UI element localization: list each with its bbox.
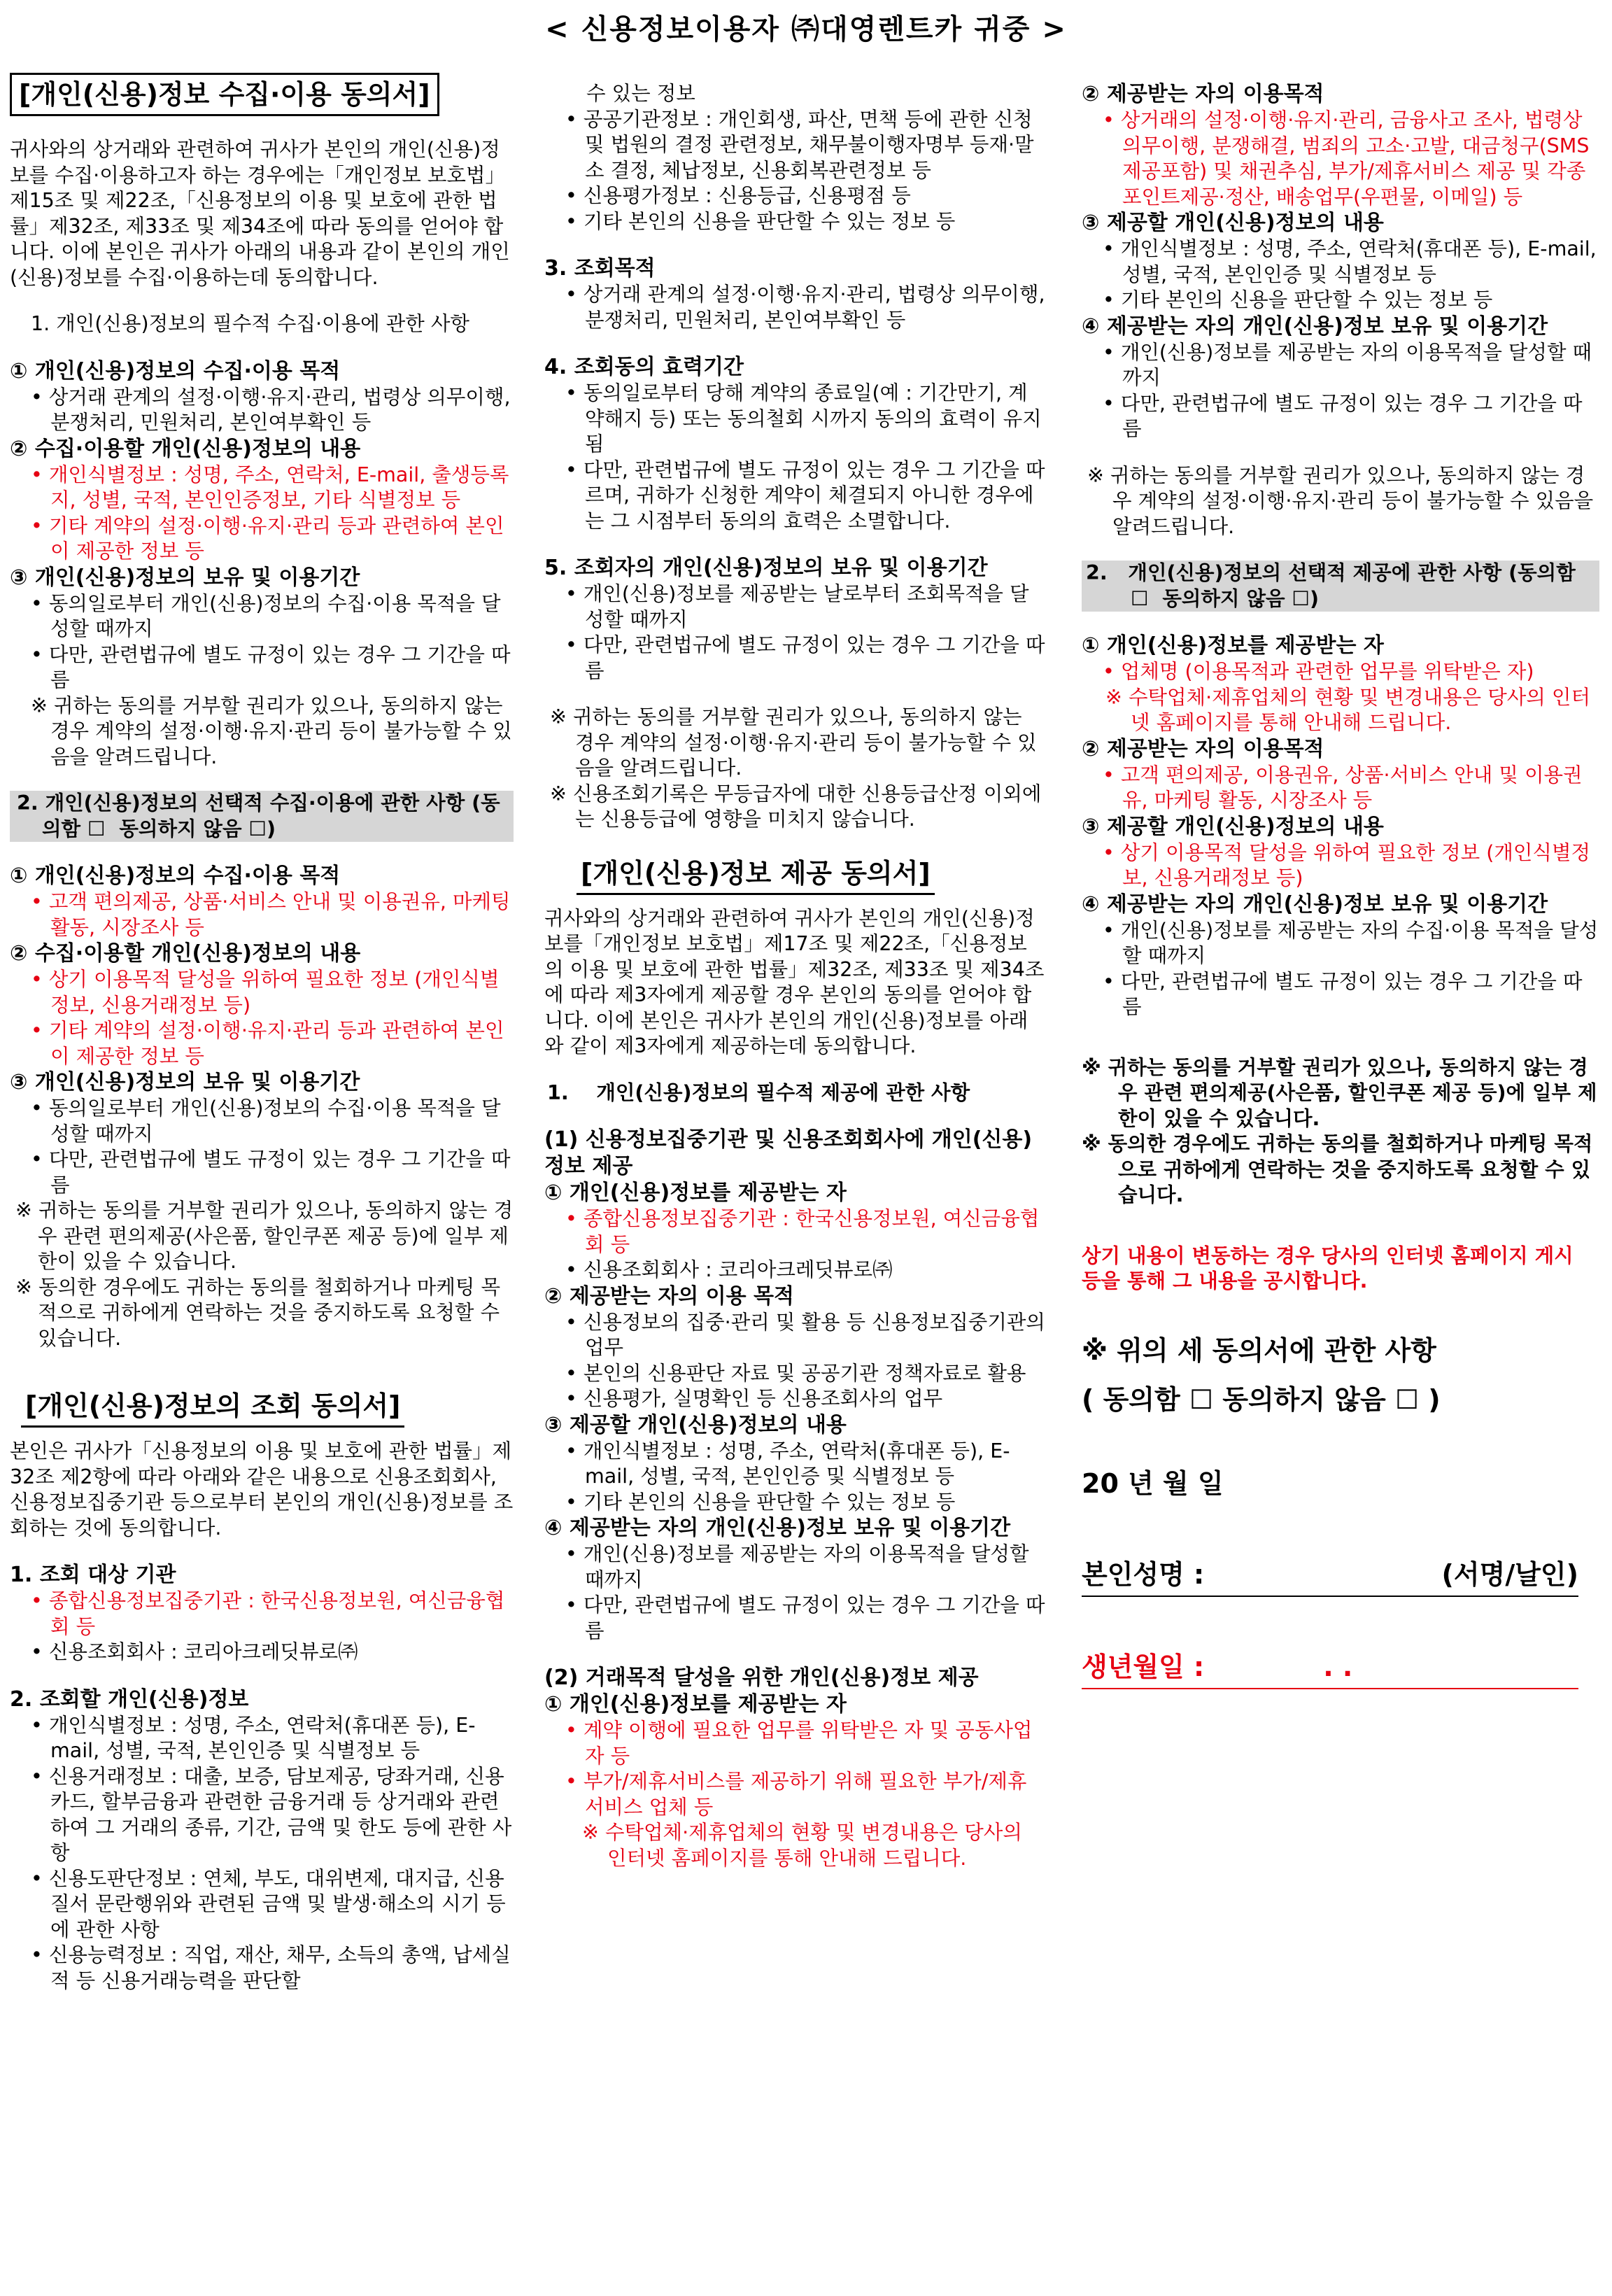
inquirer-retention-heading: 5. 조회자의 개인(신용)정보의 보유 및 이용기간 [544, 556, 988, 580]
column-left [10, 73, 517, 1994]
provision-purpose-bullet-2: • 본인의 신용판단 자료 및 공공기관 정책자료로 활용 [565, 1361, 1026, 1385]
transaction-recipient-bullet-1: • 계약 이행에 필요한 업무를 위탁받은 자 및 공동사업자 등 [565, 1719, 1033, 1768]
provision-retention-bullet-1: • 개인(신용)정보를 제공받는 자의 이용목적을 달성할 때까지 [565, 1542, 1035, 1591]
content-bullet-1: • 개인식별정보 : 성명, 주소, 연락처, E-mail, 출생등록지, 성별, 국적, 본인인증정보, 기타 식별정보 등 [31, 463, 509, 512]
inquiry-target-heading: 1. 조회 대상 기관 [10, 1563, 176, 1587]
optional-provision-note-1: ※ 귀하는 동의를 거부할 권리가 있으나, 동의하지 않는 경우 관련 편의제공(사은품, 할인쿠폰 제공 등)에 일부 제한이 있을 수 있습니다. [1082, 1055, 1597, 1130]
optional-provision-retention-heading: ④ 제공받는 자의 개인(신용)정보 보유 및 이용기간 [1082, 892, 1548, 917]
inquiry-purpose-bullet: • 상거래 관계의 설정·이행·유지·관리, 법령상 의무이행, 분쟁처리, 민원처리, 본인여부확인 등 [565, 283, 1052, 332]
provision-content-bullet-2: • 기타 본인의 신용을 판단할 수 있는 정보 등 [565, 1490, 956, 1514]
provision-recipient-heading: ① 개인(신용)정보를 제공받는 자 [544, 1181, 847, 1205]
optional-content-bullet-2: • 기타 계약의 설정·이행·유지·관리 등과 관련하여 본인이 제공한 정보 등 [31, 1019, 504, 1068]
optional-purpose-heading: ① 개인(신용)정보의 수집·이용 목적 [10, 864, 341, 888]
optional-note-2: ※ 동의한 경우에도 귀하는 동의를 철회하거나 마케팅 목적으로 귀하에게 연락하는 것을 중지하도록 요청할 수 있습니다. [15, 1275, 507, 1350]
birthdate-label: 생년월일 : [1082, 1651, 1205, 1682]
transaction-content-bullet-1: • 개인식별정보 : 성명, 주소, 연락처(휴대폰 등), E-mail, 성별, 국적, 본인인증 및 식별정보 등 [1103, 237, 1603, 286]
column-middle [544, 81, 1052, 1871]
optional-recipient-heading: ① 개인(신용)정보를 제공받는 자 [1082, 633, 1384, 658]
purpose-heading: ① 개인(신용)정보의 수집·이용 목적 [10, 358, 341, 383]
retention-bullet-2: • 다만, 관련법규에 별도 규정이 있는 경우 그 기간을 따름 [31, 642, 511, 691]
inquiry-target-bullet-2: • 신용조회회사 : 코리아크레딧뷰로㈜ [31, 1640, 358, 1663]
required-collection-heading: 1. 개인(신용)정보의 필수적 수집·이용에 관한 사항 [31, 312, 469, 335]
retention-heading: ③ 개인(신용)정보의 보유 및 이용기간 [10, 565, 360, 590]
optional-provision-purpose-bullet: • 고객 편의제공, 이용권유, 상품·서비스 안내 및 이용권유, 마케팅 활동, 시장조사 등 [1103, 763, 1583, 812]
inquiry-info-heading: 2. 조회할 개인(신용)정보 [10, 1686, 249, 1712]
content-bullet-2: • 기타 계약의 설정·이행·유지·관리 등과 관련하여 본인이 제공한 정보 등 [31, 514, 504, 563]
transaction-content-heading: ③ 제공할 개인(신용)정보의 내용 [1082, 211, 1384, 235]
provision-recipient-bullet-1: • 종합신용정보집중기관 : 한국신용정보원, 여신금융협회 등 [565, 1207, 1040, 1256]
optional-note-1: ※ 귀하는 동의를 거부할 권리가 있으나, 동의하지 않는 경우 관련 편의제공(사은품, 할인쿠폰 제공 등)에 일부 제한이 있을 수 있습니다. [15, 1199, 514, 1273]
provision-group-2-heading: (2) 거래목적 달성을 위한 개인(신용)정보 제공 [544, 1665, 979, 1690]
transaction-refusal-note: ※ 귀하는 동의를 거부할 권리가 있으나, 동의하지 않는 경우 계약의 설정·이행·유지·관리 등이 불가능할 수 있음을 알려드립니다. [1087, 463, 1600, 538]
column-right [1082, 81, 1603, 1689]
optional-collection-heading: 2. 개인(신용)정보의 선택적 수집·이용에 관한 사항 (동의함 ☐ 동의하지 않음 ☐) [10, 791, 514, 842]
transaction-purpose-bullet: • 상거래의 설정·이행·유지·관리, 금융사고 조사, 법령상 의무이행, 분쟁해결, 범죄의 고소·고발, 대금청구(SMS제공포함) 및 채권추심, 부가/제휴서비스 제공 및 각종 포인트제공·정산, 배송업무(우편물, 이메일) 등 [1103, 108, 1592, 209]
optional-retention-heading: ③ 개인(신용)정보의 보유 및 이용기간 [10, 1070, 360, 1094]
inquiry-record-note: ※ 신용조회기록은 무등급자에 대한 신용등급산정 이외에는 신용등급에 영향을 미치지 않습니다. [550, 782, 1042, 831]
optional-provision-content-heading: ③ 제공할 개인(신용)정보의 내용 [1082, 814, 1384, 839]
signature-date[interactable]: 20 년 월 일 [1082, 1467, 1224, 1499]
inquiry-refusal-note: ※ 귀하는 동의를 거부할 권리가 있으나, 동의하지 않는 경우 계약의 설정·이행·유지·관리 등이 불가능할 수 있음을 알려드립니다. [550, 705, 1037, 780]
transaction-content-bullet-2: • 기타 본인의 신용을 판단할 수 있는 정보 등 [1103, 288, 1493, 311]
page-title: < 신용정보이용자 ㈜대영렌트카 귀중 > [545, 13, 1067, 45]
transaction-retention-bullet-1: • 개인(신용)정보를 제공받는 자의 이용목적을 달성할 때까지 [1103, 340, 1592, 389]
inquiry-info-continued: 수 있는 정보 [586, 82, 695, 105]
change-notice: 상기 내용이 변동하는 경우 당사의 인터넷 홈페이지 게시 등을 통해 그 내용을 공시합니다. [1082, 1244, 1581, 1293]
provision-content-heading: ③ 제공할 개인(신용)정보의 내용 [544, 1412, 847, 1437]
transaction-recipient-heading: ① 개인(신용)정보를 제공받는 자 [544, 1692, 847, 1717]
transaction-retention-bullet-2: • 다만, 관련법규에 별도 규정이 있는 경우 그 기간을 따름 [1103, 391, 1583, 440]
inquiry-validity-bullet-1: • 동의일로부터 당해 계약의 종료일(예 : 기간만기, 계약해지 등) 또는 동의철회 시까지 동의의 효력이 유지 됨 [565, 381, 1048, 456]
all-consent-choice[interactable]: ( 동의함 ☐ 동의하지 않음 ☐ ) [1082, 1383, 1441, 1415]
public-info-bullet: • 공공기관정보 : 개인회생, 파산, 면책 등에 관한 신청 및 법원의 결정 관련정보, 채무불이행자명부 등재·말소 결정, 체납정보, 신용회복관련정보 등 [565, 107, 1039, 182]
required-provision-heading: 1. 개인(신용)정보의 필수적 제공에 관한 사항 [547, 1080, 970, 1104]
other-info-bullet: • 기타 본인의 신용을 판단할 수 있는 정보 등 [565, 209, 956, 233]
section-title-inquiry: [개인(신용)정보의 조회 동의서] [21, 1386, 404, 1428]
optional-provision-heading: 2. 개인(신용)정보의 선택적 제공에 관한 사항 (동의함 ☐ 동의하지 않음 ☐) [1082, 561, 1599, 612]
inquiry-info-bullet-2: • 신용거래정보 : 대출, 보증, 담보제공, 당좌거래, 신용카드, 할부금융과 관련한 금융거래 등 상거래와 관련하여 그 거래의 종류, 기간, 금액 및 한도 등에 관한 사항 [31, 1764, 512, 1864]
inquiry-info-bullet-4: • 신용능력정보 : 직업, 재산, 채무, 소득의 총액, 납세실적 등 신용거래능력을 판단할 [31, 1943, 511, 1992]
provision-retention-bullet-2: • 다만, 관련법규에 별도 규정이 있는 경우 그 기간을 따름 [565, 1593, 1045, 1642]
transaction-recipient-note: ※ 수탁업체·제휴업체의 현황 및 변경내용은 당사의 인터넷 홈페이지를 통해 안내해 드립니다. [582, 1821, 1028, 1870]
optional-purpose-bullet: • 고객 편의제공, 상품·서비스 안내 및 이용권유, 마케팅 활동, 시장조사 등 [31, 890, 517, 939]
signature-line[interactable] [1082, 1554, 1578, 1597]
credit-eval-bullet: • 신용평가정보 : 신용등급, 신용평점 등 [565, 184, 911, 207]
section-title-collection: [개인(신용)정보 수집·이용 동의서] [10, 73, 439, 116]
birthdate-dots: . . [1323, 1651, 1353, 1682]
birthdate-line[interactable] [1082, 1646, 1578, 1689]
signature-label: 본인성명 : [1082, 1558, 1205, 1590]
optional-retention-bullet-1: • 동의일로부터 개인(신용)정보의 수집·이용 목적을 달성할 때까지 [31, 1097, 501, 1146]
optional-provision-purpose-heading: ② 제공받는 자의 이용목적 [1082, 736, 1324, 761]
optional-content-heading: ② 수집·이용할 개인(신용)정보의 내용 [10, 941, 361, 966]
signature-suffix: (서명/날인) [1441, 1558, 1578, 1590]
optional-provision-content-bullet: • 상기 이용목적 달성을 위하여 필요한 정보 (개인식별정보, 신용거래정보 등) [1103, 840, 1591, 889]
inquiry-purpose-heading: 3. 조회목적 [544, 256, 656, 281]
inquirer-retention-bullet-1: • 개인(신용)정보를 제공받는 날로부터 조회목적을 달성할 때까지 [565, 582, 1029, 631]
provision-group-1-heading: (1) 신용정보집중기관 및 신용조회회사에 개인(신용)정보 제공 [544, 1127, 1033, 1178]
collection-intro: 귀사와의 상거래와 관련하여 귀사가 본인의 개인(신용)정보를 수집·이용하고자 하는 경우에는「개인정보 보호법」제15조 및 제22조,「신용정보의 이용 및 보호에 관한 법률」제32조, 제33조 및 제34조에 따라 동의를 얻어야 합니다. 이에 본인은 귀사가 아래의 내용과 같이 본인의 개인(신용)정보를 수집·이용하는데 동의합니다. [10, 138, 510, 289]
inquiry-target-bullet-1: • 종합신용정보집중기관 : 한국신용정보원, 여신금융협회 등 [31, 1589, 505, 1638]
provision-intro: 귀사와의 상거래와 관련하여 귀사가 본인의 개인(신용)정보를「개인정보 보호법」제17조 및 제22조,「신용정보의 이용 및 보호에 관한 법률」제32조, 제33조 및 제34조에 따라 제3자에게 제공할 경우 본인의 동의를 얻어야 합니다. 이에 본인은 귀사가 본인의 개인(신용)정보를 아래와 같이 제3자에게 제공하는데 동의합니다. [544, 906, 1045, 1057]
optional-provision-retention-bullet-1: • 개인(신용)정보를 제공받는 자의 수집·이용 목적을 달성할 때까지 [1103, 918, 1599, 967]
provision-purpose-bullet-3: • 신용평가, 실명확인 등 신용조회사의 업무 [565, 1387, 943, 1410]
inquiry-validity-bullet-2: • 다만, 관련법규에 별도 규정이 있는 경우 그 기간을 따르며, 귀하가 신청한 계약이 체결되지 아니한 경우에는 그 시점부터 동의의 효력은 소멸합니다. [565, 458, 1045, 533]
provision-retention-heading: ④ 제공받는 자의 개인(신용)정보 보유 및 이용기간 [544, 1516, 1011, 1540]
provision-recipient-bullet-2: • 신용조회회사 : 코리아크레딧뷰로㈜ [565, 1258, 893, 1281]
all-consent-heading: ※ 위의 세 동의서에 관한 사항 [1082, 1334, 1436, 1366]
inquirer-retention-bullet-2: • 다만, 관련법규에 별도 규정이 있는 경우 그 기간을 따름 [565, 633, 1045, 682]
inquiry-intro: 본인은 귀사가「신용정보의 이용 및 보호에 관한 법률」제32조 제2항에 따라 아래와 같은 내용으로 신용조회회사, 신용정보집중기관 등으로부터 본인의 개인(신용)정보를 조회하는 것에 동의합니다. [10, 1439, 514, 1540]
provision-purpose-heading: ② 제공받는 자의 이용 목적 [544, 1283, 794, 1309]
optional-recipient-note: ※ 수탁업체·제휴업체의 현황 및 변경내용은 당사의 인터넷 홈페이지를 통해 안내해 드립니다. [1105, 685, 1590, 734]
inquiry-info-bullet-3: • 신용도판단정보 : 연체, 부도, 대위변제, 대지급, 신용질서 문란행위와 관련된 금액 및 발생·해소의 시기 등에 관한 사항 [31, 1866, 506, 1941]
inquiry-info-bullet-1: • 개인식별정보 : 성명, 주소, 연락처(휴대폰 등), E-mail, 성별, 국적, 본인인증 및 식별정보 등 [31, 1713, 476, 1762]
transaction-retention-heading: ④ 제공받는 자의 개인(신용)정보 보유 및 이용기간 [1082, 314, 1548, 339]
provision-purpose-bullet-1: • 신용정보의 집중·관리 및 활용 등 신용정보집중기관의 업무 [565, 1310, 1052, 1359]
transaction-recipient-bullet-2: • 부가/제휴서비스를 제공하기 위해 필요한 부가/제휴서비스 업체 등 [565, 1770, 1027, 1819]
section-title-provision: [개인(신용)정보 제공 동의서] [577, 854, 935, 895]
optional-provision-note-2: ※ 동의한 경우에도 귀하는 동의를 철회하거나 마케팅 목적으로 귀하에게 연락하는 것을 중지하도록 요청할 수 있습니다. [1082, 1132, 1593, 1206]
purpose-bullet: • 상거래 관계의 설정·이행·유지·관리, 법령상 의무이행, 분쟁처리, 민원처리, 본인여부확인 등 [31, 385, 517, 434]
content-heading: ② 수집·이용할 개인(신용)정보의 내용 [10, 436, 361, 461]
inquiry-validity-heading: 4. 조회동의 효력기간 [544, 355, 744, 379]
refusal-note: ※ 귀하는 동의를 거부할 권리가 있으나, 동의하지 않는 경우 계약의 설정·이행·유지·관리 등이 불가능할 수 있음을 알려드립니다. [31, 693, 512, 768]
retention-bullet-1: • 동의일로부터 개인(신용)정보의 수집·이용 목적을 달성할 때까지 [31, 591, 501, 640]
provision-content-bullet-1: • 개인식별정보 : 성명, 주소, 연락처(휴대폰 등), E-mail, 성별, 국적, 본인인증 및 식별정보 등 [565, 1439, 1010, 1488]
optional-provision-retention-bullet-2: • 다만, 관련법규에 별도 규정이 있는 경우 그 기간을 따름 [1103, 969, 1583, 1018]
optional-recipient-bullet: • 업체명 (이용목적과 관련한 업무를 위탁받은 자) [1103, 660, 1534, 683]
transaction-purpose-heading: ② 제공받는 자의 이용목적 [1082, 82, 1324, 106]
optional-retention-bullet-2: • 다만, 관련법규에 별도 규정이 있는 경우 그 기간을 따름 [31, 1148, 511, 1197]
optional-content-bullet-1: • 상기 이용목적 달성을 위하여 필요한 정보 (개인식별정보, 신용거래정보 등) [31, 968, 500, 1017]
